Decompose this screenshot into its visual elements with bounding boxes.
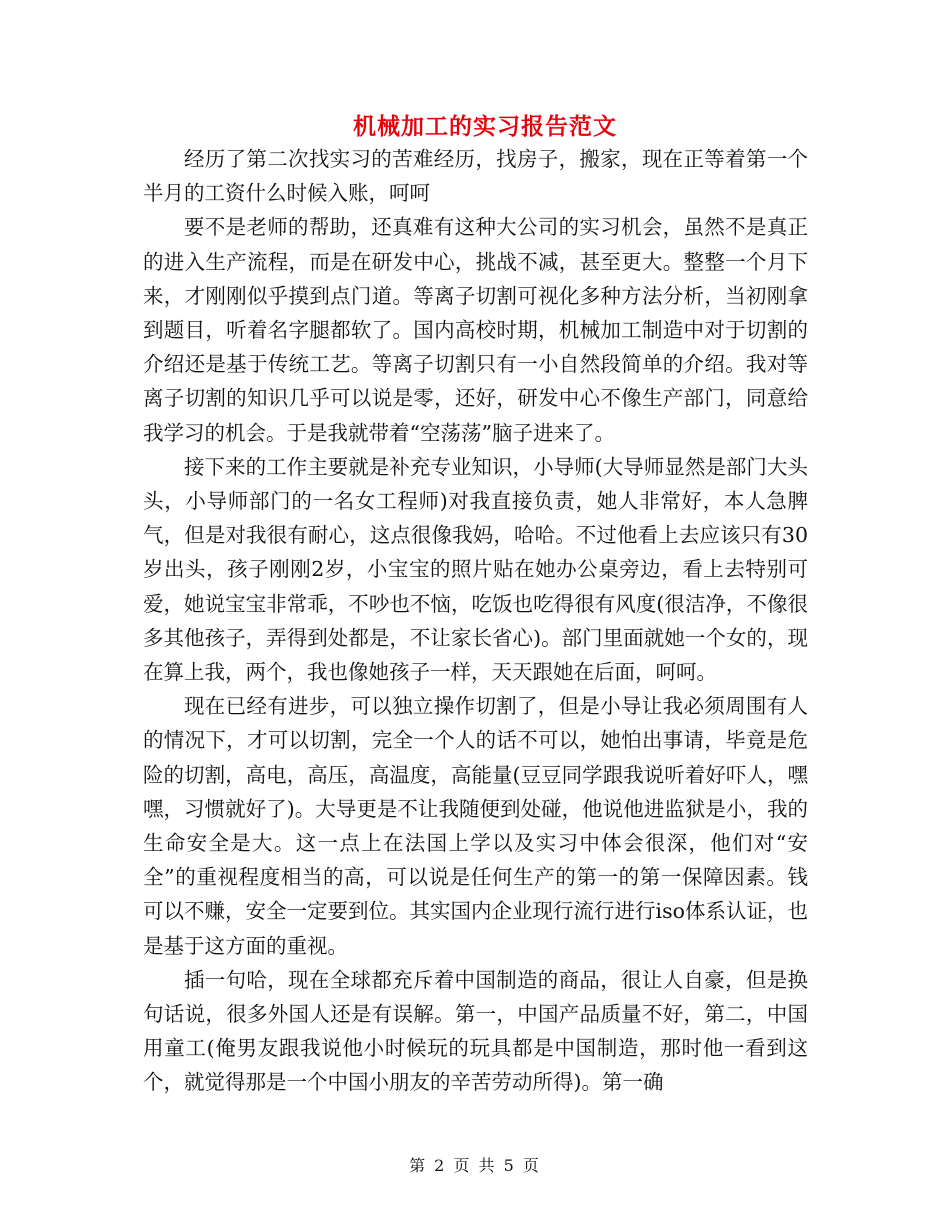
paragraph-5: 插一句哈，现在全球都充斥着中国制造的商品，很让人自豪，但是换句话说，很多外国人还是有误解。第一，中国产品质量不好，第二，中国用童工(俺男友跟我说他小时候玩的玩具都是中国制造，那时他一看到这个，就觉得那是一个中国小朋友的辛苦劳动所得)。第一确	[143, 967, 808, 1095]
page-number-footer: 第 2 页 共 5 页	[409, 1156, 541, 1175]
document-body	[143, 142, 808, 1100]
paragraph-4: 现在已经有进步，可以独立操作切割了，但是小导让我必须周围有人的情况下，才可以切割，完全一个人的话不可以，她怕出事请，毕竟是危险的切割，高电，高压，高温度，高能量(豆豆同学跟我说听着好吓人，嘿嘿，习惯就好了)。大导更是不让我随便到处碰，他说他进监狱是小，我的生命安全是大。这一点上在法国上学以及实习中体会很深，他们对“安全”的重视程度相当的高，可以说是任何生产的第一的第一保障因素。钱可以不赚，安全一定要到位。其实国内企业现行流行进行iso体系认证，也是基于这方面的重视。	[143, 694, 808, 958]
paragraph-1: 经历了第二次找实习的苦难经历，找房子，搬家，现在正等着第一个半月的工资什么时候入账，呵呵	[143, 147, 808, 206]
paragraph-3: 接下来的工作主要就是补充专业知识，小导师(大导师显然是部门大头头，小导师部门的一名女工程师)对我直接负责，她人非常好，本人急脾气，但是对我很有耐心，这点很像我妈，哈哈。不过他看上去应该只有30岁出头，孩子刚刚2岁，小宝宝的照片贴在她办公桌旁边，看上去特别可爱，她说宝宝非常乖，不吵也不恼，吃饭也吃得很有风度(很洁净，不像很多其他孩子，弄得到处都是，不让家长省心)。部门里面就她一个女的，现在算上我，两个，我也像她孩子一样，天天跟她在后面，呵呵。	[143, 454, 808, 685]
paragraph-2: 要不是老师的帮助，还真难有这种大公司的实习机会，虽然不是真正的进入生产流程，而是在研发中心，挑战不减，甚至更大。整整一个月下来，才刚刚似乎摸到点门道。等离子切割可视化多种方法分析，当初刚拿到题目，听着名字腿都软了。国内高校时期，机械加工制造中对于切割的介绍还是基于传统工艺。等离子切割只有一小自然段简单的介绍。我对等离子切割的知识几乎可以说是零，还好，研发中心不像生产部门，同意给我学习的机会。于是我就带着“空荡荡”脑子进来了。	[143, 215, 808, 445]
document-title: 机械加工的实习报告范文	[353, 113, 617, 140]
